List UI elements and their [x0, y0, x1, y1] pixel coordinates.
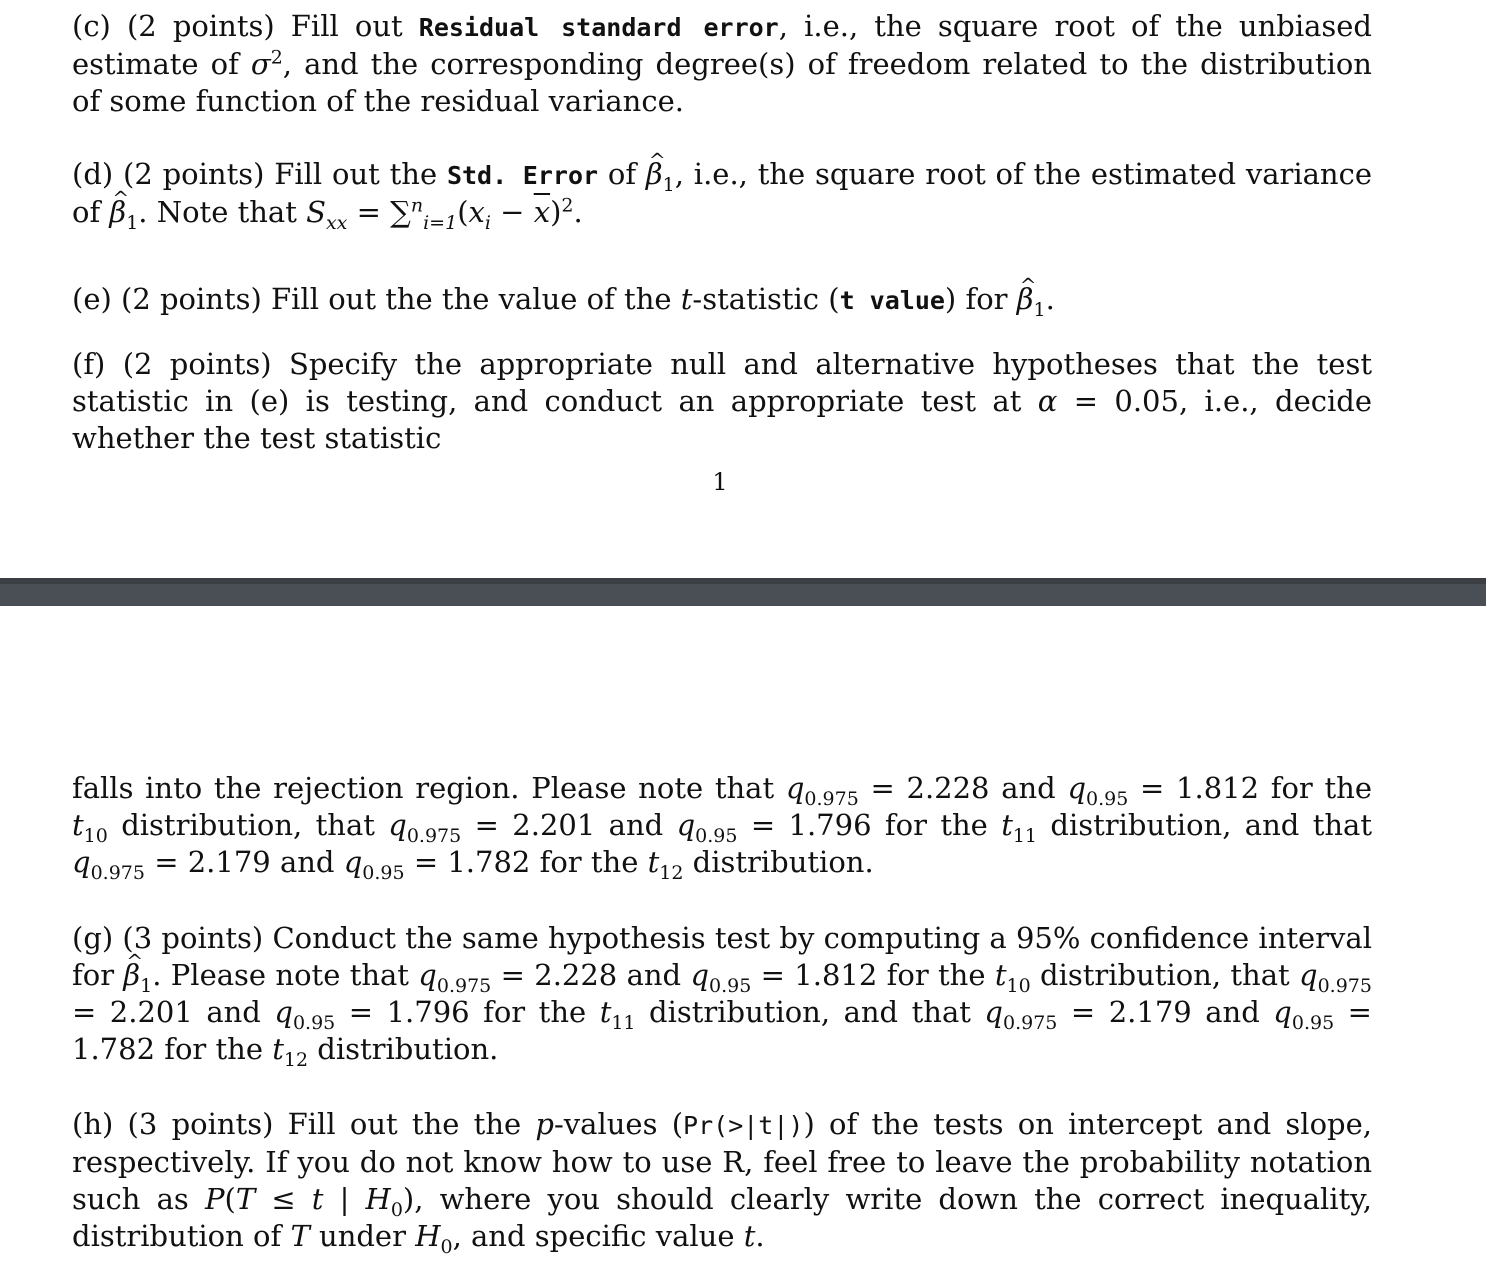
question-d: (d) (2 points) Fill out the Std. Error of ^ $\beta_1$, i.e., the square root of the estimated variance of ^ $\beta_1$. Note that $S_{xx} = \sum^n_{i=1}(x_i - \overline{x})^2$. — [72, 156, 1372, 231]
page-divider — [0, 578, 1486, 606]
code-std-error: Std. Error — [446, 161, 599, 190]
question-f: (f) (2 points) Specify the appropriate null and alternative hypotheses that the test statistic in (e) is testing, and conduct an appropriate test at α = 0.05, i.e., decide whether the test statistic — [72, 347, 1372, 455]
question-c: (c) (2 points) Fill out Residual standard error, i.e., the square root of the unbiased estimate of $\sigma^2$, and the corresponding degree(s) of freedom related to the distribution of some function of the residual variance. — [72, 9, 1372, 118]
page-2 — [0, 606, 1486, 1266]
question-g: (g) (3 points) Conduct the same hypothesis test by computing a 95% confidence interval for ^ $\beta_1$. Please note that $q_{0.975} = 2.228$ and $q_{0.95} = 1.812$ for the $t_{10}$ distribution, that $q_{0.975} = 2.201$ and $q_{0.95} = 1.796$ for the $t_{11}$ distribution, and that $q_{0.975} = 2.179$ and $q_{0.95} = 1.782$ for the $t_{12}$ distribution. — [72, 920, 1372, 1068]
code-residual-standard-error: Residual standard error — [418, 13, 779, 42]
page-1 — [0, 0, 1486, 578]
question-e: (e) (2 points) Fill out the the value of the t-statistic (t value) for ^ $\beta_1$. — [72, 281, 1372, 319]
question-h: (h) (3 points) Fill out the the p-values (Pr(>|t|)) of the tests on intercept and slope, respectively. If you do not know how to use R, feel free to leave the probability notation such as P(T ≤ t | $H_0$), where you should clearly write down the correct inequality, distribution of T under $H_0$, and specific value t. — [72, 1107, 1372, 1258]
page-number: 1 — [712, 468, 728, 496]
code-t-value: t value — [839, 286, 945, 315]
code-pr-t: Pr(>|t|) — [683, 1111, 804, 1140]
question-f-continued: falls into the rejection region. Please note that $q_{0.975} = 2.228$ and $q_{0.95} = 1.812$ for the $t_{10}$ distribution, that $q_{0.975} = 2.201$ and $q_{0.95} = 1.796$ for the $t_{11}$ distribution, and that $q_{0.975} = 2.179$ and $q_{0.95} = 1.782$ for the $t_{12}$ distribution. — [72, 771, 1372, 884]
